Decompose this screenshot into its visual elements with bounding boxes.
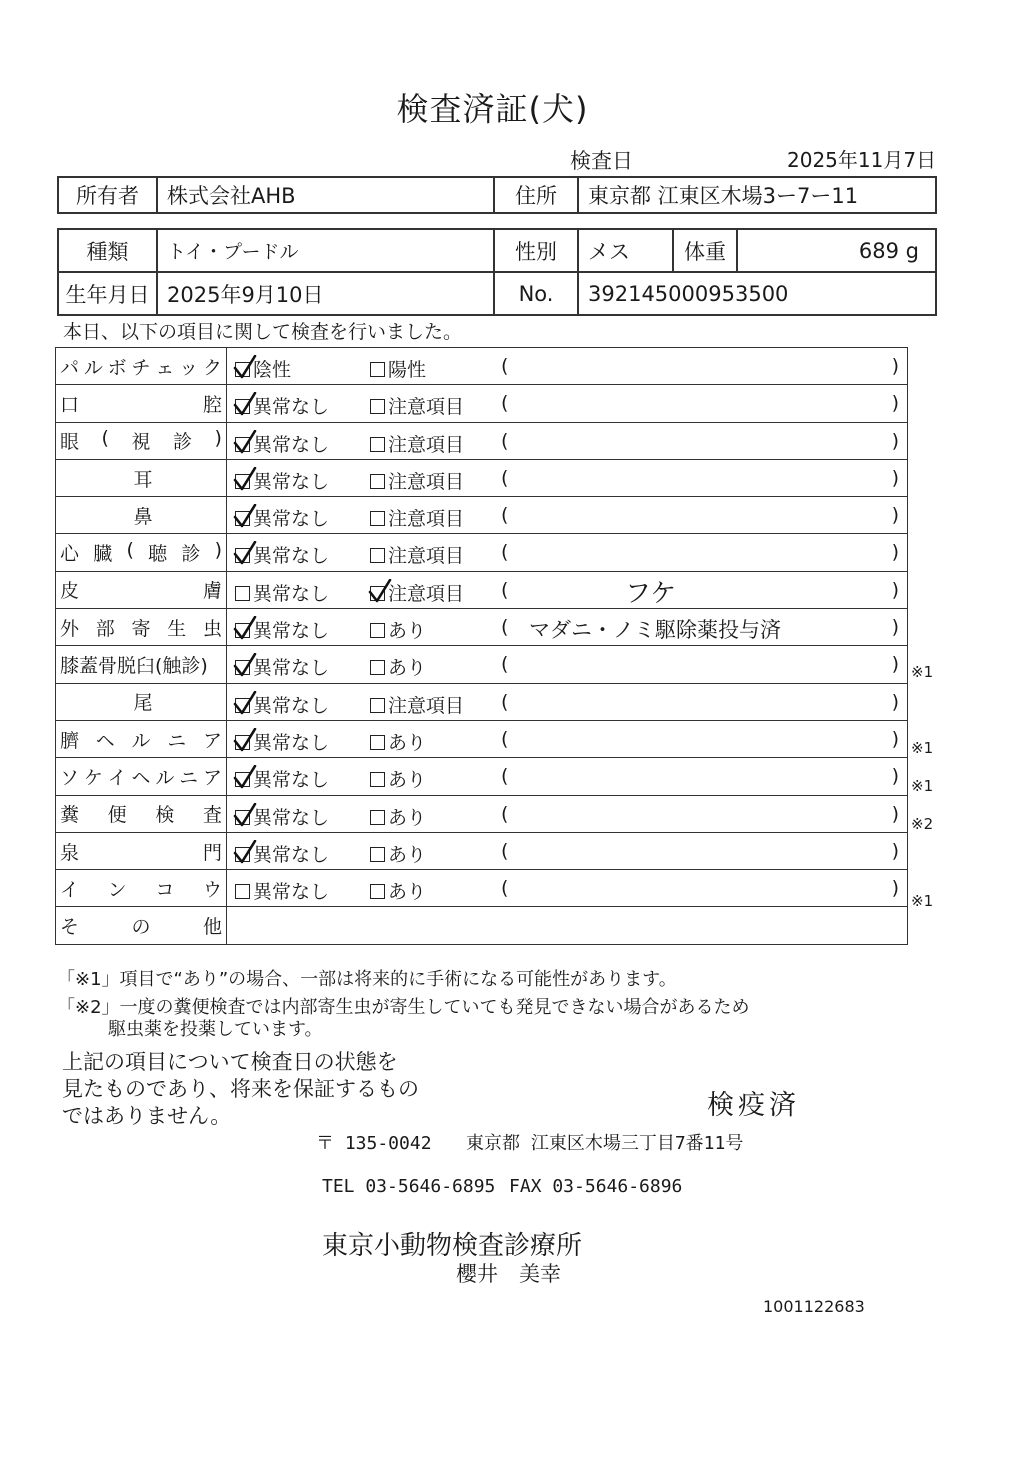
item-name-char: 門 (202, 841, 222, 864)
checkbox-icon[interactable] (370, 474, 385, 489)
option-label: 注意項目 (388, 396, 465, 419)
item-name-text (60, 353, 226, 380)
option-label: 異常なし (253, 433, 330, 456)
check-item-name (56, 571, 227, 608)
footnote-2-line1: 「※2」一度の糞便検査では内部寄生虫が寄生していても発見できない場合があるため (57, 997, 750, 1018)
owner-table (57, 176, 937, 214)
check-row (56, 646, 908, 683)
check-answer-cell (227, 720, 908, 757)
note-paren-close: ) (891, 392, 899, 415)
option-label: 異常なし (253, 545, 330, 568)
check-answer-cell (227, 683, 908, 720)
note-paren-open: ( (501, 392, 509, 415)
option-abnormal[interactable] (370, 803, 426, 830)
option-label: あり (388, 657, 427, 680)
handwritten-check-icon (232, 355, 258, 381)
check-item-name (56, 385, 227, 422)
checkbox-icon[interactable] (370, 735, 385, 750)
option-label: あり (388, 881, 427, 904)
item-name-char: 臓 (93, 543, 113, 566)
option-normal[interactable] (235, 616, 329, 643)
item-name-char: 便 (107, 804, 127, 827)
option-label: 異常なし (253, 806, 330, 829)
item-name-text: 耳 (133, 468, 153, 491)
weight-label: 体重 (673, 229, 737, 272)
checkbox-icon[interactable] (370, 884, 385, 899)
check-row (56, 832, 908, 869)
option-label: 注意項目 (388, 582, 465, 605)
handwritten-check-icon (232, 392, 258, 418)
item-name-char: ( (101, 427, 109, 450)
option-label: 陽性 (388, 359, 427, 381)
item-name-char: 口 (60, 393, 80, 416)
item-name-char: 膚 (202, 580, 222, 603)
check-row (56, 534, 908, 571)
item-name-char: ニ (167, 729, 187, 752)
item-name-text (60, 539, 226, 566)
check-row (56, 907, 908, 944)
item-name-char: 心 (60, 543, 80, 566)
note-paren-open: ( (501, 727, 509, 750)
check-item-name (56, 795, 227, 832)
option-abnormal[interactable] (370, 653, 426, 680)
note-paren-close: ) (891, 877, 899, 900)
check-row (56, 459, 908, 496)
item-name-char: 診 (181, 543, 201, 566)
check-item-name (56, 646, 227, 683)
item-name-char: 膝蓋骨脱臼(触診) (60, 655, 208, 678)
item-name-char: 臍 (60, 729, 80, 752)
option-label: 異常なし (253, 843, 330, 866)
check-row (56, 758, 908, 795)
item-name-text (60, 763, 226, 790)
check-row (56, 422, 908, 459)
item-name-char: ッ (179, 356, 199, 379)
note-paren-close: ) (891, 355, 899, 377)
option-label: 注意項目 (388, 470, 465, 493)
note-paren-open: ( (501, 765, 509, 788)
item-name-char: 眼 (60, 431, 80, 454)
handwritten-check-icon (232, 765, 258, 791)
option-normal[interactable] (235, 691, 329, 718)
item-name-char: ) (214, 539, 222, 562)
item-name-char: チ (131, 356, 151, 379)
item-name-text (60, 390, 226, 417)
checkbox-icon[interactable] (370, 362, 385, 377)
item-name-char: 寄 (131, 617, 151, 640)
item-name-char: 生 (167, 617, 187, 640)
option-abnormal[interactable] (370, 728, 426, 755)
note-paren-open: ( (501, 653, 509, 676)
clinic-tel: TEL 03-5646-6895 (322, 1176, 496, 1197)
option-normal[interactable] (235, 840, 329, 867)
item-name-char: イ (107, 766, 127, 789)
checkbox-icon[interactable] (370, 772, 385, 787)
option-label: あり (388, 769, 427, 792)
option-label: 異常なし (253, 396, 330, 419)
clinic-name: 東京小動物検査診療所 (322, 1231, 583, 1261)
footnote-mark: ※1 (911, 777, 934, 796)
footnote-mark: ※1 (911, 739, 934, 757)
item-name-char: ル (83, 356, 103, 379)
option-label: 異常なし (253, 470, 330, 493)
footnote-mark: ※2 (911, 815, 934, 834)
footnote-mark: ※1 (911, 891, 934, 910)
check-item-name (56, 683, 227, 720)
option-label: あり (388, 620, 427, 643)
no-value: 392145000953500 (578, 272, 936, 315)
item-name-char: 聴 (148, 543, 168, 566)
address-label: 住所 (494, 177, 578, 213)
birth-value: 2025年9月10日 (157, 272, 494, 315)
note-paren-open: ( (501, 504, 509, 527)
address-value: 東京都 江東区木場3ー7ー11 (578, 177, 936, 213)
item-name-char: 腔 (202, 393, 222, 416)
note-paren-close: ) (891, 429, 899, 452)
item-name-text (60, 875, 226, 902)
note-paren-close: ) (891, 466, 899, 489)
check-answer-cell (227, 795, 908, 832)
option-label: 異常なし (253, 508, 330, 531)
option-abnormal[interactable] (370, 467, 464, 494)
option-label: あり (388, 806, 427, 829)
check-row (56, 609, 908, 646)
check-answer-cell (227, 534, 908, 571)
item-name-char: ケ (83, 766, 103, 789)
checkbox-icon[interactable] (235, 586, 250, 601)
note-paren-open: ( (501, 616, 509, 639)
check-item-name (56, 422, 227, 459)
item-name-char: ヘ (131, 766, 151, 789)
checkbox-icon[interactable] (235, 474, 250, 489)
check-item-name (56, 348, 227, 385)
option-abnormal[interactable] (370, 579, 464, 606)
check-answer-cell (227, 348, 908, 385)
option-abnormal[interactable] (370, 541, 464, 568)
checkbox-icon[interactable] (370, 810, 385, 825)
clinic-fax: FAX 03-5646-6896 (509, 1176, 683, 1197)
checkbox-icon[interactable] (235, 399, 250, 414)
checkbox-icon[interactable] (235, 735, 250, 750)
handwritten-check-icon (232, 840, 258, 866)
option-abnormal[interactable] (370, 355, 426, 382)
weight-value: 689 g (737, 229, 936, 272)
option-label: 注意項目 (388, 545, 465, 568)
disclaimer-line3: ではありません。 (62, 1104, 232, 1128)
checkbox-icon[interactable] (235, 772, 250, 787)
note-paren-close: ) (891, 690, 899, 713)
handwritten-check-icon (232, 616, 258, 642)
option-label: 注意項目 (388, 508, 465, 531)
checkbox-icon[interactable] (370, 660, 385, 675)
item-name-char: ニ (179, 766, 199, 789)
checkbox-icon[interactable] (235, 810, 250, 825)
check-answer-cell (227, 422, 908, 459)
item-name-char: ア (202, 729, 222, 752)
checkbox-icon[interactable] (370, 623, 385, 638)
item-name-char: ソ (60, 766, 80, 789)
option-normal[interactable] (235, 803, 329, 830)
option-label: 注意項目 (388, 433, 465, 456)
item-name-char: 視 (131, 431, 151, 454)
item-name-text (60, 838, 226, 865)
option-abnormal[interactable] (370, 392, 464, 419)
checkbox-icon[interactable] (370, 698, 385, 713)
item-name-text (60, 800, 226, 827)
item-name-char: 他 (202, 916, 222, 939)
dog-table (57, 228, 937, 316)
item-name-char: パ (60, 356, 80, 379)
handwritten-check-icon (232, 541, 258, 567)
option-abnormal[interactable] (370, 616, 426, 643)
checkbox-icon[interactable] (235, 511, 250, 526)
item-name-char: 部 (95, 617, 115, 640)
option-label: 異常なし (253, 657, 330, 680)
check-row (56, 795, 908, 832)
note-paren-close: ) (891, 653, 899, 676)
checkbox-icon[interactable] (235, 698, 250, 713)
checkbox-icon[interactable] (370, 548, 385, 563)
note-paren-close: ) (891, 765, 899, 788)
breed-value: トイ・プードル (157, 229, 494, 272)
option-normal[interactable] (235, 392, 329, 419)
option-normal[interactable] (235, 765, 329, 792)
option-normal[interactable] (235, 541, 329, 568)
check-item-name (56, 609, 227, 646)
check-item-name (56, 534, 227, 571)
checkbox-icon[interactable] (235, 623, 250, 638)
option-label: 陰性 (253, 359, 292, 381)
clinic-address: 東京都 江東区木場三丁目7番11号 (466, 1133, 744, 1154)
handwritten-note: フケ (625, 578, 677, 609)
option-normal[interactable] (235, 877, 329, 904)
item-name-text (60, 427, 226, 454)
item-name-char: コ (155, 878, 175, 901)
disclaimer-line2: 見たものであり、将来を保証するもの (62, 1077, 419, 1101)
checkbox-icon[interactable] (235, 884, 250, 899)
option-normal[interactable] (235, 579, 329, 606)
check-row (56, 385, 908, 422)
check-answer-cell (227, 609, 908, 646)
handwritten-check-icon (232, 504, 258, 530)
exam-date-label: 検査日 (570, 149, 633, 173)
checkbox-icon[interactable] (370, 586, 385, 601)
item-name-text: 鼻 (133, 505, 153, 528)
owner-label: 所有者 (58, 177, 157, 213)
handwritten-check-icon (232, 467, 258, 493)
note-paren-close: ) (891, 578, 899, 601)
note-paren-open: ( (501, 839, 509, 862)
sex-value: メス (578, 229, 673, 272)
note-paren-open: ( (501, 355, 509, 377)
item-name-text (60, 912, 226, 939)
item-name-char: ) (214, 427, 222, 450)
postal-code: 〒 135-0042 (316, 1133, 432, 1154)
inspector-name: 櫻井 美幸 (456, 1262, 561, 1286)
footnote-2-line2: 駆虫薬を投薬しています。 (108, 1019, 323, 1040)
footnote-mark: ※1 (911, 662, 934, 681)
option-abnormal[interactable] (370, 877, 426, 904)
option-label: 異常なし (253, 731, 330, 754)
exam-date-value: 2025年11月7日 (787, 148, 937, 172)
item-name-char: 虫 (202, 617, 222, 640)
serial-number: 1001122683 (763, 1297, 865, 1316)
option-normal[interactable] (235, 355, 291, 382)
check-answer-cell (227, 870, 908, 907)
item-name-char: イ (60, 878, 80, 901)
check-item-name (56, 758, 227, 795)
check-answer-cell (227, 832, 908, 869)
option-normal[interactable] (235, 430, 329, 457)
option-label: 異常なし (253, 881, 330, 904)
check-answer-cell (227, 571, 908, 608)
sex-label: 性別 (494, 229, 578, 272)
checkbox-icon[interactable] (370, 847, 385, 862)
item-name-char: ク (202, 356, 222, 379)
check-item-name (56, 459, 227, 496)
note-paren-open: ( (501, 429, 509, 452)
option-label: 異常なし (253, 582, 330, 605)
check-row (56, 683, 908, 720)
option-normal[interactable] (235, 467, 329, 494)
note-text: マダニ・ノミ駆除薬投与済 (529, 618, 781, 643)
check-answer-cell (227, 758, 908, 795)
check-table (55, 347, 908, 945)
note-paren-close: ) (891, 802, 899, 825)
item-name-char: ン (107, 878, 127, 901)
handwritten-check-icon (232, 728, 258, 754)
note-paren-open: ( (501, 877, 509, 900)
check-answer-cell (227, 459, 908, 496)
check-row (56, 870, 908, 907)
option-label: あり (388, 843, 427, 866)
item-name-char: ヘ (95, 729, 115, 752)
quarantine-stamp: 検疫済 (707, 1090, 800, 1121)
handwritten-check-icon (232, 691, 258, 717)
item-name-text (60, 576, 226, 603)
breed-label: 種類 (58, 229, 157, 272)
note-paren-close: ) (891, 541, 899, 564)
note-paren-close: ) (891, 504, 899, 527)
check-item-name (56, 497, 227, 534)
item-name-char: 皮 (60, 580, 80, 603)
note-paren-open: ( (501, 690, 509, 713)
check-row (56, 348, 908, 385)
item-name-char: ( (126, 539, 134, 562)
option-normal[interactable] (235, 504, 329, 531)
check-answer-cell (227, 385, 908, 422)
item-name-char: ェ (155, 356, 175, 379)
birth-label: 生年月日 (58, 272, 157, 315)
check-row (56, 571, 908, 608)
disclaimer-line1: 上記の項目について検査日の状態を (62, 1050, 398, 1074)
item-name-char: 査 (202, 804, 222, 827)
item-name-char: そ (60, 916, 80, 939)
no-label: No. (494, 272, 578, 315)
option-label: 異常なし (253, 620, 330, 643)
note-paren-open: ( (501, 802, 509, 825)
check-item-name (56, 907, 227, 944)
check-answer-cell (227, 907, 908, 944)
item-name-char: 検 (155, 804, 175, 827)
check-item-name (56, 720, 227, 757)
item-name-text: 尾 (133, 692, 153, 715)
item-name-char: 外 (60, 617, 80, 640)
checkbox-icon[interactable] (235, 660, 250, 675)
handwritten-check-icon (232, 653, 258, 679)
checkbox-icon[interactable] (370, 437, 385, 452)
item-name-text (60, 614, 226, 641)
check-item-name (56, 870, 227, 907)
check-item-name (56, 832, 227, 869)
handwritten-check-icon (232, 430, 258, 456)
option-abnormal[interactable] (370, 691, 464, 718)
note-paren-close: ) (891, 616, 899, 639)
option-abnormal[interactable] (370, 765, 426, 792)
handwritten-check-icon (232, 803, 258, 829)
note-paren-open: ( (501, 541, 509, 564)
option-label: 異常なし (253, 694, 330, 717)
checkbox-icon[interactable] (235, 362, 250, 377)
item-name-text (60, 651, 226, 678)
footnote-1: 「※1」項目で“あり”の場合、一部は将来的に手術になる可能性があります。 (57, 969, 677, 990)
option-label: 注意項目 (388, 694, 465, 717)
checkbox-icon[interactable] (235, 548, 250, 563)
note-paren-close: ) (891, 839, 899, 862)
check-answer-cell (227, 646, 908, 683)
check-row (56, 497, 908, 534)
item-name-char: ル (131, 729, 151, 752)
option-normal[interactable] (235, 653, 329, 680)
item-name-text (60, 726, 226, 753)
note-paren-open: ( (501, 466, 509, 489)
owner-value: 株式会社AHB (157, 177, 494, 213)
item-name-char: 糞 (60, 804, 80, 827)
option-normal[interactable] (235, 728, 329, 755)
item-name-char: ウ (202, 878, 222, 901)
item-name-char: 診 (173, 431, 193, 454)
option-label: あり (388, 731, 427, 754)
item-name-char: 泉 (60, 841, 80, 864)
checkbox-icon[interactable] (235, 847, 250, 862)
item-name-char: ボ (107, 356, 127, 379)
check-answer-cell (227, 497, 908, 534)
checkbox-icon[interactable] (370, 511, 385, 526)
option-abnormal[interactable] (370, 840, 426, 867)
item-name-char: ル (155, 766, 175, 789)
checkbox-icon[interactable] (370, 399, 385, 414)
option-label: 異常なし (253, 769, 330, 792)
item-name-char: の (131, 916, 151, 939)
item-name-char: ア (202, 766, 222, 789)
option-abnormal[interactable] (370, 504, 464, 531)
option-abnormal[interactable] (370, 430, 464, 457)
checkbox-icon[interactable] (235, 437, 250, 452)
note-paren-open: ( (501, 578, 509, 601)
document-title: 検査済証(犬) (396, 90, 589, 128)
note-paren-close: ) (891, 727, 899, 750)
intro-text: 本日、以下の項目に関して検査を行いました。 (63, 321, 463, 343)
check-row (56, 720, 908, 757)
handwritten-check-icon (367, 579, 393, 605)
